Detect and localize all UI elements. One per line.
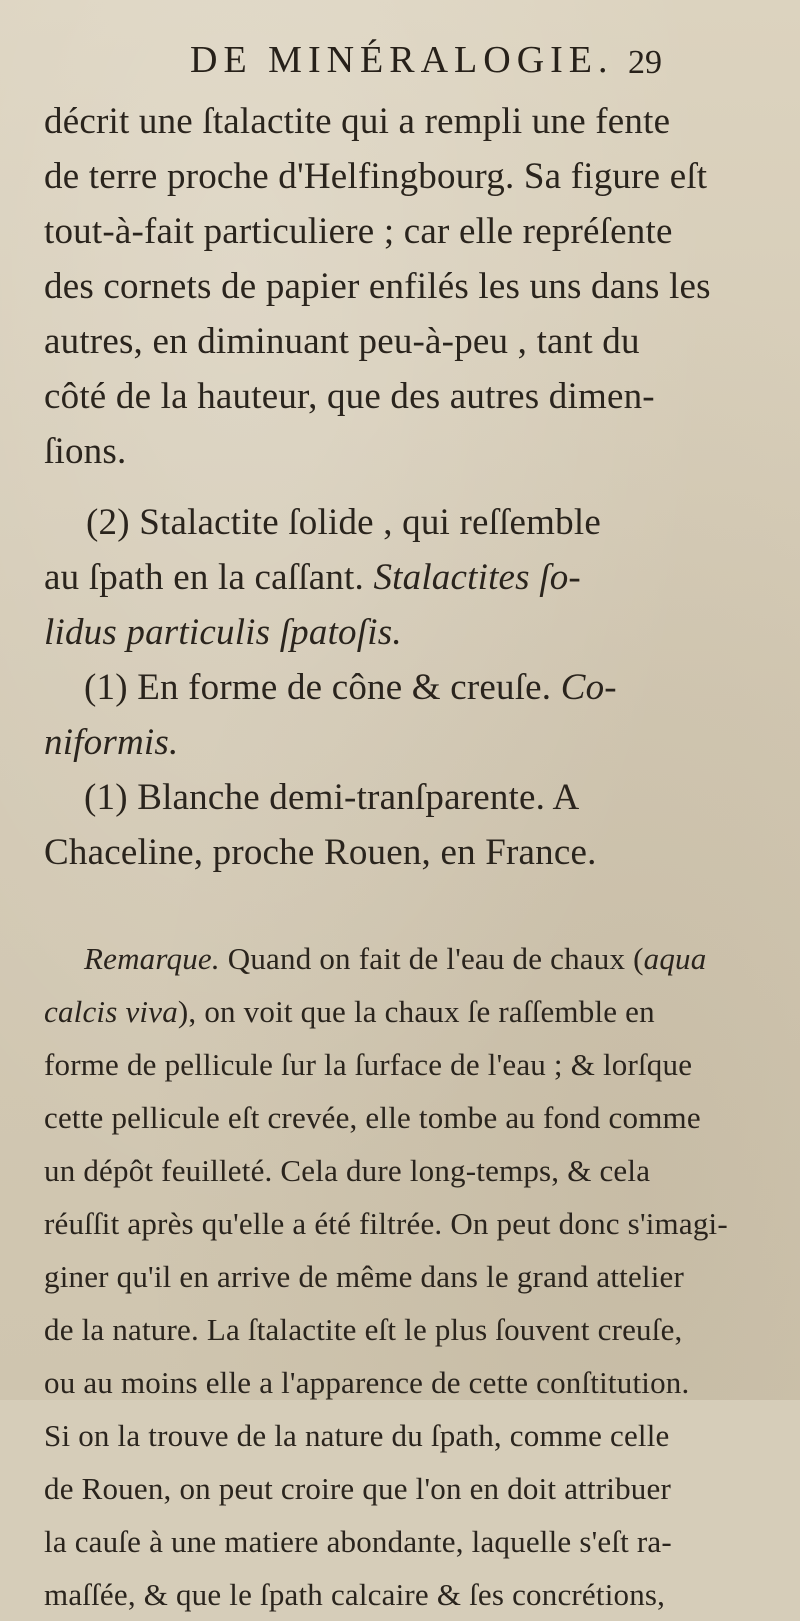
latin-name: Stalactites ſo- (373, 557, 581, 598)
text-line: réuſſit après qu'elle a été filtrée. On peut donc s'imagi- (44, 1206, 728, 1241)
page-number: 29 (628, 44, 662, 81)
text-roman: Quand on fait de l'eau de chaux ( (219, 941, 644, 976)
text-roman: au ſpath en la caſſant. (44, 557, 374, 598)
spacer (44, 479, 764, 495)
text-line: forme de pellicule ſur la ſurface de l'eau ; & lorſque (44, 1047, 693, 1082)
text-line: (2) Stalactite ſolide , qui reſſemble (86, 502, 601, 543)
latin-name-line: niformis. (44, 722, 179, 763)
paragraph-cone (44, 660, 764, 770)
body-text (44, 94, 764, 1621)
text-line: décrit une ſtalactite qui a rempli une fente (44, 101, 671, 142)
text-line: Chaceline, proche Rouen, en France. (44, 832, 597, 873)
running-title: DE MINÉRALOGIE. (190, 39, 614, 81)
text-line (44, 985, 764, 1038)
text-line: autres, en diminuant peu-à-peu , tant du (44, 321, 640, 362)
text-line: de Rouen, on peut croire que l'on en doit attribuer (44, 1471, 671, 1506)
text-line: cette pellicule eſt crevée, elle tombe au fond comme (44, 1100, 701, 1135)
remark-label: Remarque. (84, 941, 220, 976)
text-line: maſſée, & que le ſpath calcaire & ſes concrétions, (44, 1577, 666, 1612)
text-line: de la nature. La ſtalactite eſt le plus ſouvent creuſe, (44, 1312, 683, 1347)
latin-name-line: lidus particulis ſpatoſis. (44, 612, 402, 653)
spacer (44, 880, 764, 932)
paragraph-blanche (44, 770, 764, 880)
text-line: de terre proche d'Helfingbourg. Sa figure eſt (44, 156, 708, 197)
text-line: la cauſe à une matiere abondante, laquelle s'eſt ra- (44, 1524, 672, 1559)
text-line (44, 550, 764, 605)
text-line: giner qu'il en arrive de même dans le grand attelier (44, 1259, 685, 1294)
text-roman: (1) En forme de cône & creuſe. (84, 667, 561, 708)
text-line (44, 932, 764, 985)
text-line: tout-à-fait particuliere ; car elle repréſente (44, 211, 673, 252)
latin-name: aqua (643, 941, 707, 976)
paragraph-stalactite-solide (44, 495, 764, 660)
remark-paragraph (44, 932, 764, 1621)
text-roman: ), on voit que la chaux ſe raſſemble en (177, 994, 655, 1029)
text-line: des cornets de papier enfilés les uns dans les (44, 266, 711, 307)
paragraph-continued (44, 94, 764, 479)
text-line: ou au moins elle a l'apparence de cette conſtitution. (44, 1365, 690, 1400)
text-line (44, 660, 764, 715)
latin-name: calcis viva (44, 994, 178, 1029)
latin-name: Co- (560, 667, 617, 708)
running-head (0, 38, 800, 88)
text-line: (1) Blanche demi-tranſparente. A (84, 777, 580, 818)
text-line: ſions. (44, 431, 127, 472)
text-line: côté de la hauteur, que des autres dimen- (44, 376, 655, 417)
text-line: Si on la trouve de la nature du ſpath, comme celle (44, 1418, 670, 1453)
text-line: un dépôt feuilleté. Cela dure long-temps, & cela (44, 1153, 651, 1188)
